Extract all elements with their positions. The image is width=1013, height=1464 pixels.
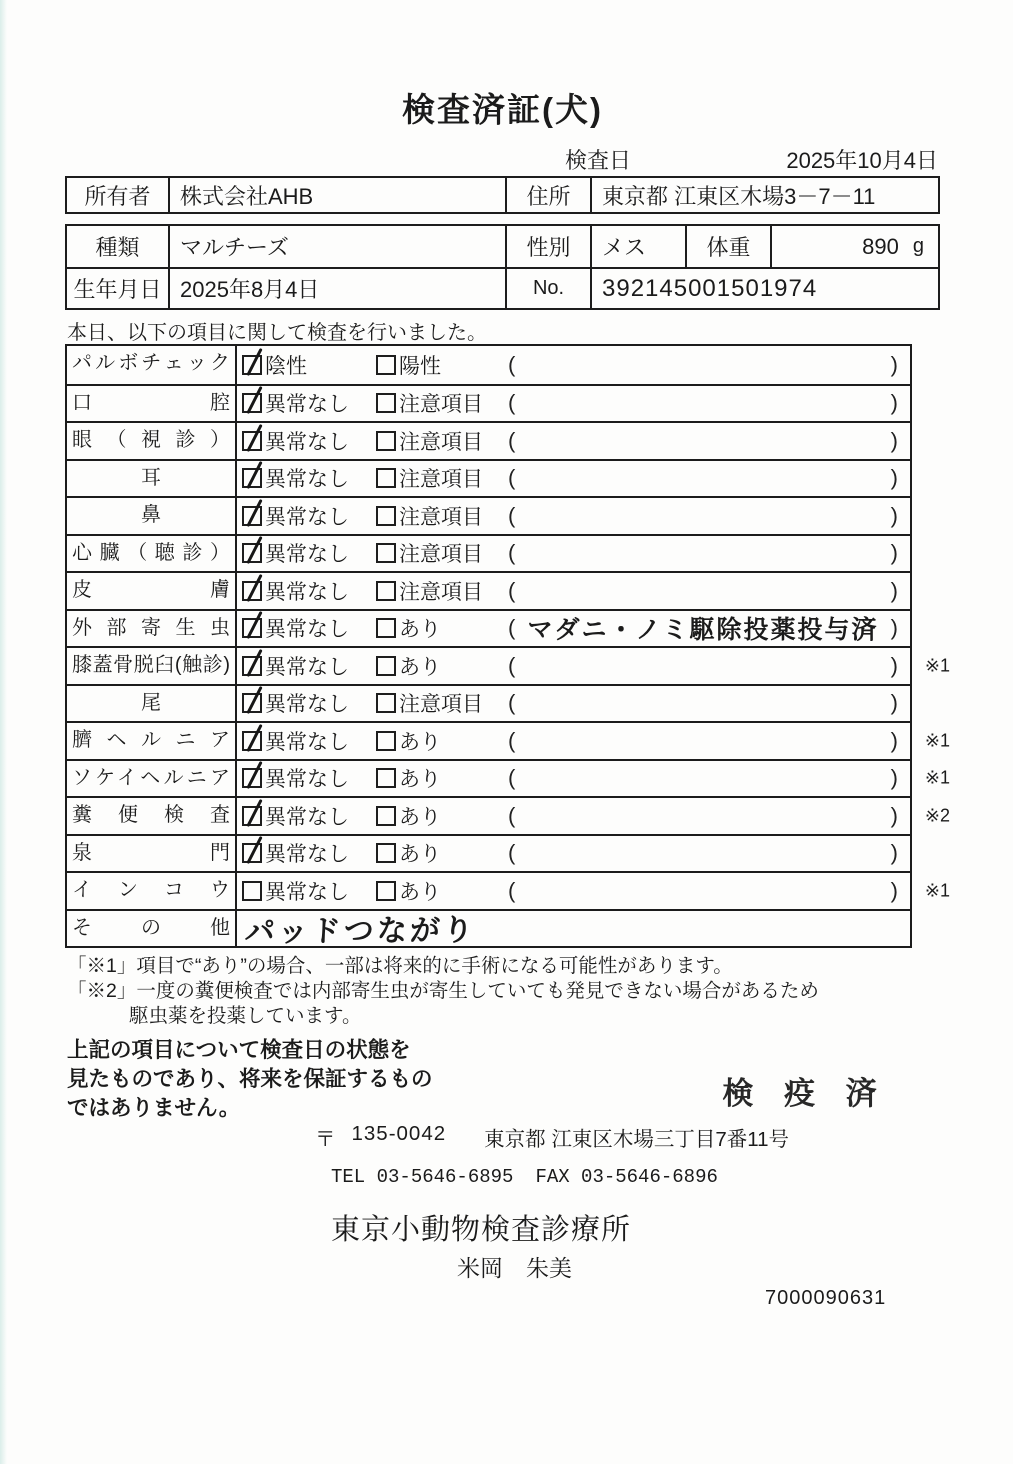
paren-open: ( <box>508 390 516 416</box>
exam-item-label: 膝蓋骨脱臼(触診) <box>67 648 237 684</box>
option-1 <box>242 688 376 718</box>
paren-close: ) <box>890 690 898 716</box>
breed-label: 種類 <box>95 235 140 260</box>
option-2-label: あり <box>399 618 441 642</box>
option-2-label: 陽性 <box>399 354 441 378</box>
footnote-1: 「※1」項目で“あり”の場合、一部は将来的に手術になる可能性があります。 <box>67 955 733 977</box>
option-2-label: あり <box>399 730 441 754</box>
option-2 <box>376 726 508 756</box>
no-value: 392145001501974 <box>590 267 938 308</box>
exam-item-label: 心臓（聴診） <box>67 536 237 572</box>
option-1 <box>242 388 376 418</box>
option-2-label: あり <box>399 880 441 904</box>
option-1 <box>242 838 376 868</box>
empty-checkbox <box>376 768 396 788</box>
paren-open: ( <box>508 502 516 528</box>
handwritten-note: パッドつながり <box>244 914 477 950</box>
birthdate-label: 生年月日 <box>67 267 168 308</box>
clinic-address-line <box>315 1122 789 1152</box>
remark-parentheses <box>508 540 910 566</box>
weight-value <box>770 226 938 267</box>
serial-number: 7000090631 <box>765 1287 887 1309</box>
remark-parentheses <box>508 503 910 529</box>
exam-item-label: インコウ <box>67 873 237 909</box>
exam-item-result <box>237 423 910 459</box>
checklist-row <box>67 834 910 872</box>
sex-value: メス <box>590 226 685 267</box>
checked-checkbox <box>242 618 262 638</box>
option-1-label: 異常なし <box>265 655 349 679</box>
footnote-mark: ※1 <box>924 655 950 676</box>
option-2 <box>376 801 508 831</box>
paren-open: ( <box>508 427 516 453</box>
paren-open: ( <box>508 690 516 716</box>
footnote-2-line1: 「※2」一度の糞便検査では内部寄生虫が寄生していても発見できない場合があるため <box>67 980 819 1002</box>
exam-item-label: 耳 <box>67 461 237 497</box>
paren-open: ( <box>508 877 516 903</box>
remark-parentheses <box>508 690 910 716</box>
sex-label: 性別 <box>505 226 590 267</box>
option-2-label: あり <box>399 805 441 829</box>
checklist-row <box>67 571 910 609</box>
option-1 <box>242 801 376 831</box>
exam-item-result <box>237 798 910 834</box>
exam-item-label: 口腔 <box>67 386 237 422</box>
empty-checkbox <box>376 618 396 638</box>
checklist-row <box>67 684 910 722</box>
statement-text: 本日、以下の項目に関して検査を行いました。 <box>67 322 487 344</box>
option-1-label: 異常なし <box>265 768 349 792</box>
exam-item-label: 眼（視診） <box>67 423 237 459</box>
option-2-label: 注意項目 <box>399 468 483 492</box>
paren-open: ( <box>508 727 516 753</box>
owner-table <box>65 176 940 214</box>
exam-item-result <box>237 536 910 572</box>
checked-checkbox <box>242 468 262 488</box>
option-2-label: 注意項目 <box>399 505 483 529</box>
option-1-label: 異常なし <box>265 693 349 717</box>
option-1 <box>242 876 376 906</box>
exam-item-label: 皮膚 <box>67 573 237 609</box>
paren-open: ( <box>508 540 516 566</box>
exam-item-result <box>237 498 910 534</box>
option-1 <box>242 763 376 793</box>
no-label: No. <box>505 267 590 308</box>
weight-label: 体重 <box>685 226 770 267</box>
checked-checkbox <box>242 543 262 563</box>
option-2 <box>376 576 508 606</box>
paren-close: ) <box>890 465 898 491</box>
empty-checkbox <box>376 656 396 676</box>
remark-parentheses <box>508 840 910 866</box>
exam-item-result <box>237 761 910 797</box>
inspection-date-row <box>65 144 940 172</box>
option-1-label: 異常なし <box>265 618 349 642</box>
option-1-label: 異常なし <box>265 880 349 904</box>
checked-checkbox <box>242 806 262 826</box>
checked-checkbox <box>242 581 262 601</box>
exam-item-result <box>237 836 910 872</box>
empty-checkbox <box>376 806 396 826</box>
option-2 <box>376 426 508 456</box>
checklist-row <box>67 871 950 909</box>
veterinarian-name: 米岡 朱美 <box>457 1255 572 1281</box>
option-1-label: 異常なし <box>265 580 349 604</box>
clinic-tel: TEL 03-5646-6895 <box>331 1166 514 1188</box>
option-2 <box>376 838 508 868</box>
exam-item-result <box>237 686 910 722</box>
exam-item-label: 鼻 <box>67 498 237 534</box>
postal-code: 135-0042 <box>351 1122 447 1145</box>
empty-checkbox <box>376 881 396 901</box>
clinic-fax: FAX 03-5646-6896 <box>535 1166 718 1188</box>
empty-checkbox <box>376 731 396 751</box>
checklist-row <box>67 534 910 572</box>
option-1-label: 異常なし <box>265 805 349 829</box>
checklist-row <box>67 496 910 534</box>
option-1-label: 異常なし <box>265 730 349 754</box>
empty-checkbox <box>242 881 262 901</box>
owner-name: 株式会社AHB <box>168 178 505 212</box>
option-1 <box>242 463 376 493</box>
paren-close: ) <box>890 502 898 528</box>
checklist-row <box>67 421 910 459</box>
exam-item-result <box>237 573 910 609</box>
paren-open: ( <box>508 351 516 377</box>
inspection-date-value: 2025年10月4日 <box>786 148 938 173</box>
option-2-label: 注意項目 <box>399 693 483 717</box>
paren-close: ) <box>890 577 898 603</box>
checked-checkbox <box>242 731 262 751</box>
paren-close: ) <box>890 351 898 377</box>
remark-parentheses <box>508 803 910 829</box>
checklist-row <box>67 384 910 422</box>
exam-item-result <box>237 723 910 759</box>
empty-checkbox <box>376 581 396 601</box>
option-2 <box>376 651 508 681</box>
remark-parentheses <box>508 578 910 604</box>
exam-item-label: その他 <box>67 911 237 947</box>
option-1-label: 異常なし <box>265 468 349 492</box>
checklist-row <box>67 909 910 950</box>
remark-parentheses <box>508 728 910 754</box>
exam-item-label: 臍ヘルニア <box>67 723 237 759</box>
page-title: 検査済証(犬) <box>402 91 603 128</box>
option-1 <box>242 426 376 456</box>
checked-checkbox <box>242 656 262 676</box>
paren-close: ) <box>890 727 898 753</box>
footnote-mark: ※1 <box>924 880 950 901</box>
remark-parentheses <box>508 352 910 378</box>
exam-item-label: 泉門 <box>67 836 237 872</box>
checked-checkbox <box>242 768 262 788</box>
paren-close: ) <box>890 765 898 791</box>
remark-parentheses <box>508 428 910 454</box>
empty-checkbox <box>376 431 396 451</box>
checklist-table <box>65 344 950 950</box>
option-1 <box>242 538 376 568</box>
exam-item-label: パルボチェック <box>67 346 237 384</box>
paren-close: ) <box>890 390 898 416</box>
clinic-tel-line <box>331 1166 718 1188</box>
checklist-row <box>67 459 910 497</box>
paren-close: ) <box>890 427 898 453</box>
paren-close: ) <box>890 877 898 903</box>
paren-close: ) <box>890 652 898 678</box>
disclaimer-block <box>67 1036 433 1123</box>
option-2 <box>376 688 508 718</box>
option-1-label: 陰性 <box>265 354 307 378</box>
exam-item-result <box>237 386 910 422</box>
option-2-label: あり <box>399 768 441 792</box>
exam-item-result <box>237 873 910 909</box>
empty-checkbox <box>376 468 396 488</box>
paren-close: ) <box>890 840 898 866</box>
empty-checkbox <box>376 393 396 413</box>
clinic-name: 東京小動物検査診療所 <box>331 1214 632 1246</box>
checklist-row <box>67 759 950 797</box>
checklist-row <box>67 796 950 834</box>
checklist-row <box>67 646 950 684</box>
empty-checkbox <box>376 693 396 713</box>
exam-item-label: 糞便検査 <box>67 798 237 834</box>
option-1-label: 異常なし <box>265 393 349 417</box>
remark-parentheses <box>508 390 910 416</box>
footnote-mark: ※1 <box>924 730 950 751</box>
empty-checkbox <box>376 355 396 375</box>
empty-checkbox <box>376 543 396 563</box>
exam-item-label: 外部寄生虫 <box>67 611 237 647</box>
paren-open: ( <box>508 840 516 866</box>
address-label: 住所 <box>505 178 590 212</box>
paren-close: ) <box>890 802 898 828</box>
checklist-row <box>67 609 910 647</box>
quarantine-stamp: 検 疫 済 <box>722 1076 888 1111</box>
birthdate-value: 2025年8月4日 <box>168 267 505 308</box>
option-1-label: 異常なし <box>265 543 349 567</box>
option-1 <box>242 613 376 643</box>
checked-checkbox <box>242 506 262 526</box>
paren-open: ( <box>508 465 516 491</box>
checklist-row <box>67 721 950 759</box>
paren-close: ) <box>890 615 898 641</box>
option-2-label: あり <box>399 655 441 679</box>
remark-parentheses <box>508 610 910 646</box>
paren-open: ( <box>508 802 516 828</box>
checked-checkbox <box>242 843 262 863</box>
weight-unit: g <box>912 235 924 257</box>
option-2 <box>376 876 508 906</box>
remark-parentheses <box>508 765 910 791</box>
exam-item-result <box>237 461 910 497</box>
exam-item-result <box>237 648 910 684</box>
remark-text: マダニ・ノミ駆除投薬投与済 <box>527 616 879 645</box>
weight-number: 890 <box>862 233 899 259</box>
paren-open: ( <box>508 652 516 678</box>
option-2 <box>376 763 508 793</box>
exam-item-result <box>237 346 910 384</box>
option-1 <box>242 651 376 681</box>
option-2 <box>376 538 508 568</box>
option-2-label: 注意項目 <box>399 543 483 567</box>
checked-checkbox <box>242 355 262 375</box>
option-1-label: 異常なし <box>265 430 349 454</box>
option-2 <box>376 613 508 643</box>
paren-open: ( <box>508 615 516 641</box>
option-2 <box>376 501 508 531</box>
owner-label: 所有者 <box>84 183 151 209</box>
breed-value: マルチーズ <box>168 226 505 267</box>
footnote-mark: ※1 <box>924 767 950 788</box>
animal-table <box>65 224 940 310</box>
scan-edge-artifact <box>0 0 7 1464</box>
option-2 <box>376 350 508 380</box>
checked-checkbox <box>242 393 262 413</box>
remark-parentheses <box>508 878 910 904</box>
disclaimer-line3: ではありません。 <box>67 1096 241 1120</box>
option-1 <box>242 350 376 380</box>
address-value: 東京都 江東区木場3－7－11 <box>590 178 938 212</box>
empty-checkbox <box>376 506 396 526</box>
inspection-date-label: 検査日 <box>565 148 632 173</box>
exam-item-label: ソケイヘルニア <box>67 761 237 797</box>
remark-parentheses <box>508 653 910 679</box>
footnote-2-line2: 駆虫薬を投薬しています。 <box>129 1005 362 1027</box>
option-1-label: 異常なし <box>265 505 349 529</box>
option-2 <box>376 463 508 493</box>
option-2-label: 注意項目 <box>399 393 483 417</box>
footnotes-block <box>67 954 819 1029</box>
option-1 <box>242 726 376 756</box>
checklist-row <box>67 346 910 384</box>
checked-checkbox <box>242 693 262 713</box>
exam-item-result <box>237 611 910 647</box>
option-2-label: 注意項目 <box>399 580 483 604</box>
empty-checkbox <box>376 843 396 863</box>
option-1-label: 異常なし <box>265 843 349 867</box>
option-2 <box>376 388 508 418</box>
remark-parentheses <box>508 465 910 491</box>
option-1 <box>242 501 376 531</box>
disclaimer-line2: 見たものであり、将来を保証するもの <box>67 1067 433 1091</box>
paren-close: ) <box>890 540 898 566</box>
checked-checkbox <box>242 431 262 451</box>
disclaimer-line1: 上記の項目について検査日の状態を <box>67 1038 411 1062</box>
option-2-label: あり <box>399 843 441 867</box>
exam-item-label: 尾 <box>67 686 237 722</box>
paren-open: ( <box>508 765 516 791</box>
exam-item-result <box>237 911 910 950</box>
option-1 <box>242 576 376 606</box>
postal-mark: 〒 <box>315 1128 336 1151</box>
footnote-mark: ※2 <box>924 805 950 826</box>
clinic-address: 東京都 江東区木場三丁目7番11号 <box>484 1128 790 1151</box>
option-2-label: 注意項目 <box>399 430 483 454</box>
paren-open: ( <box>508 577 516 603</box>
